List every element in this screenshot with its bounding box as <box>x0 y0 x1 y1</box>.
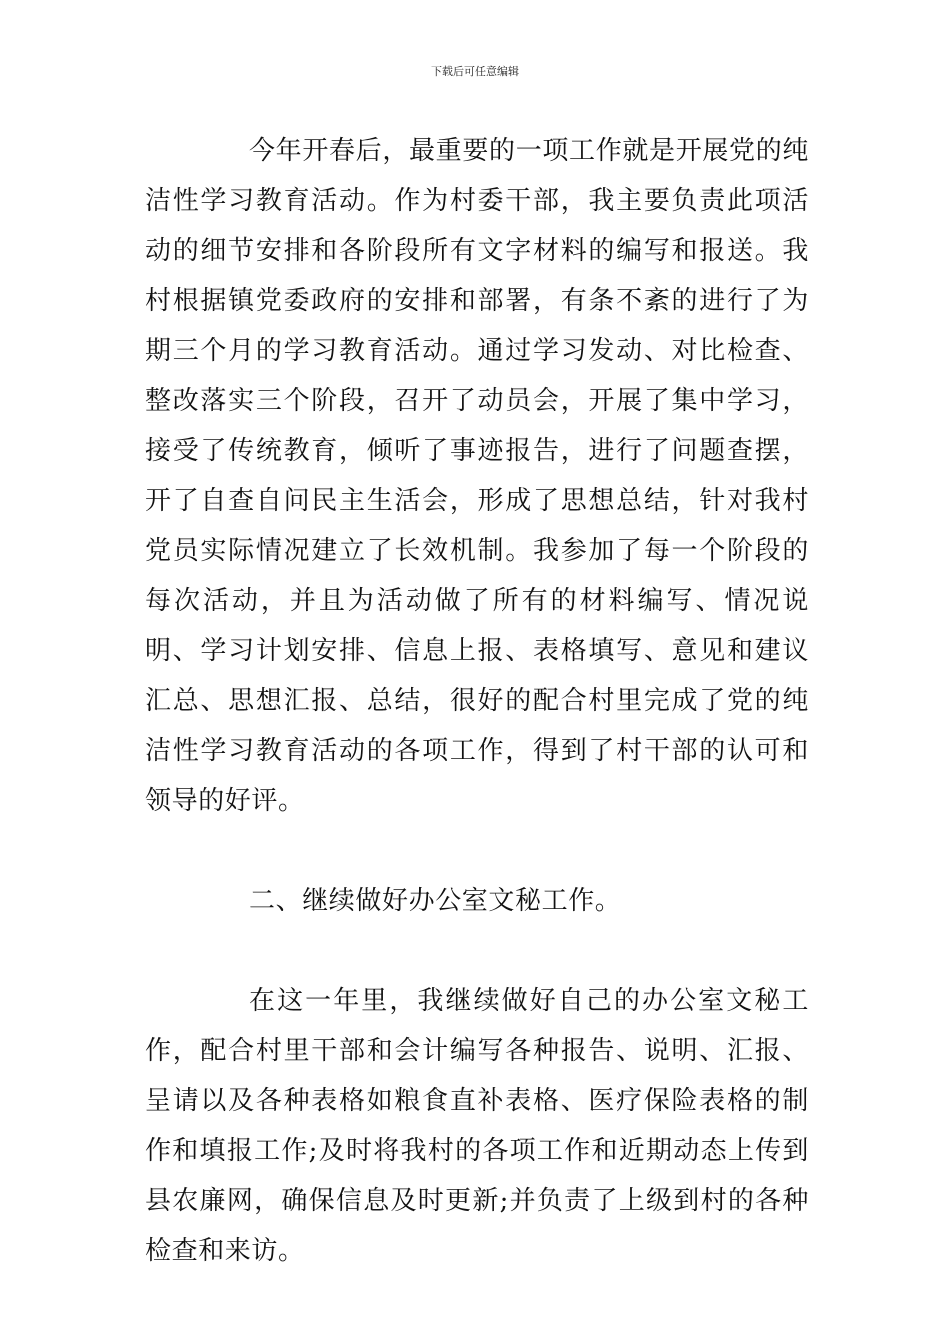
document-body <box>145 126 809 1276</box>
paragraph-office-secretary: 在这一年里，我继续做好自己的办公室文秘工作，配合村里干部和会计编写各种报告、说明、汇报、呈请以及各种表格如粮食直补表格、医疗保险表格的制作和填报工作;及时将我村的各项工作和近期动态上传到县农廉网，确保信息及时更新;并负责了上级到村的各种检查和来访。 <box>145 986 809 1266</box>
section-heading-office-work: 二、继续做好办公室文秘工作。 <box>249 886 622 916</box>
paragraph-party-education: 今年开春后，最重要的一项工作就是开展党的纯洁性学习教育活动。作为村委干部，我主要负责此项活动的细节安排和各阶段所有文字材料的编写和报送。我村根据镇党委政府的安排和部署，有条不紊的进行了为期三个月的学习教育活动。通过学习发动、对比检查、整改落实三个阶段，召开了动员会，开展了集中学习，接受了传统教育，倾听了事迹报告，进行了问题查摆，开了自查自问民主生活会，形成了思想总结，针对我村党员实际情况建立了长效机制。我参加了每一个阶段的每次活动，并且为活动做了所有的材料编写、情况说明、学习计划安排、信息上报、表格填写、意见和建议汇总、思想汇报、总结，很好的配合村里完成了党的纯洁性学习教育活动的各项工作，得到了村干部的认可和领导的好评。 <box>145 136 809 816</box>
page-header-note: 下载后可任意编辑 <box>431 65 519 78</box>
